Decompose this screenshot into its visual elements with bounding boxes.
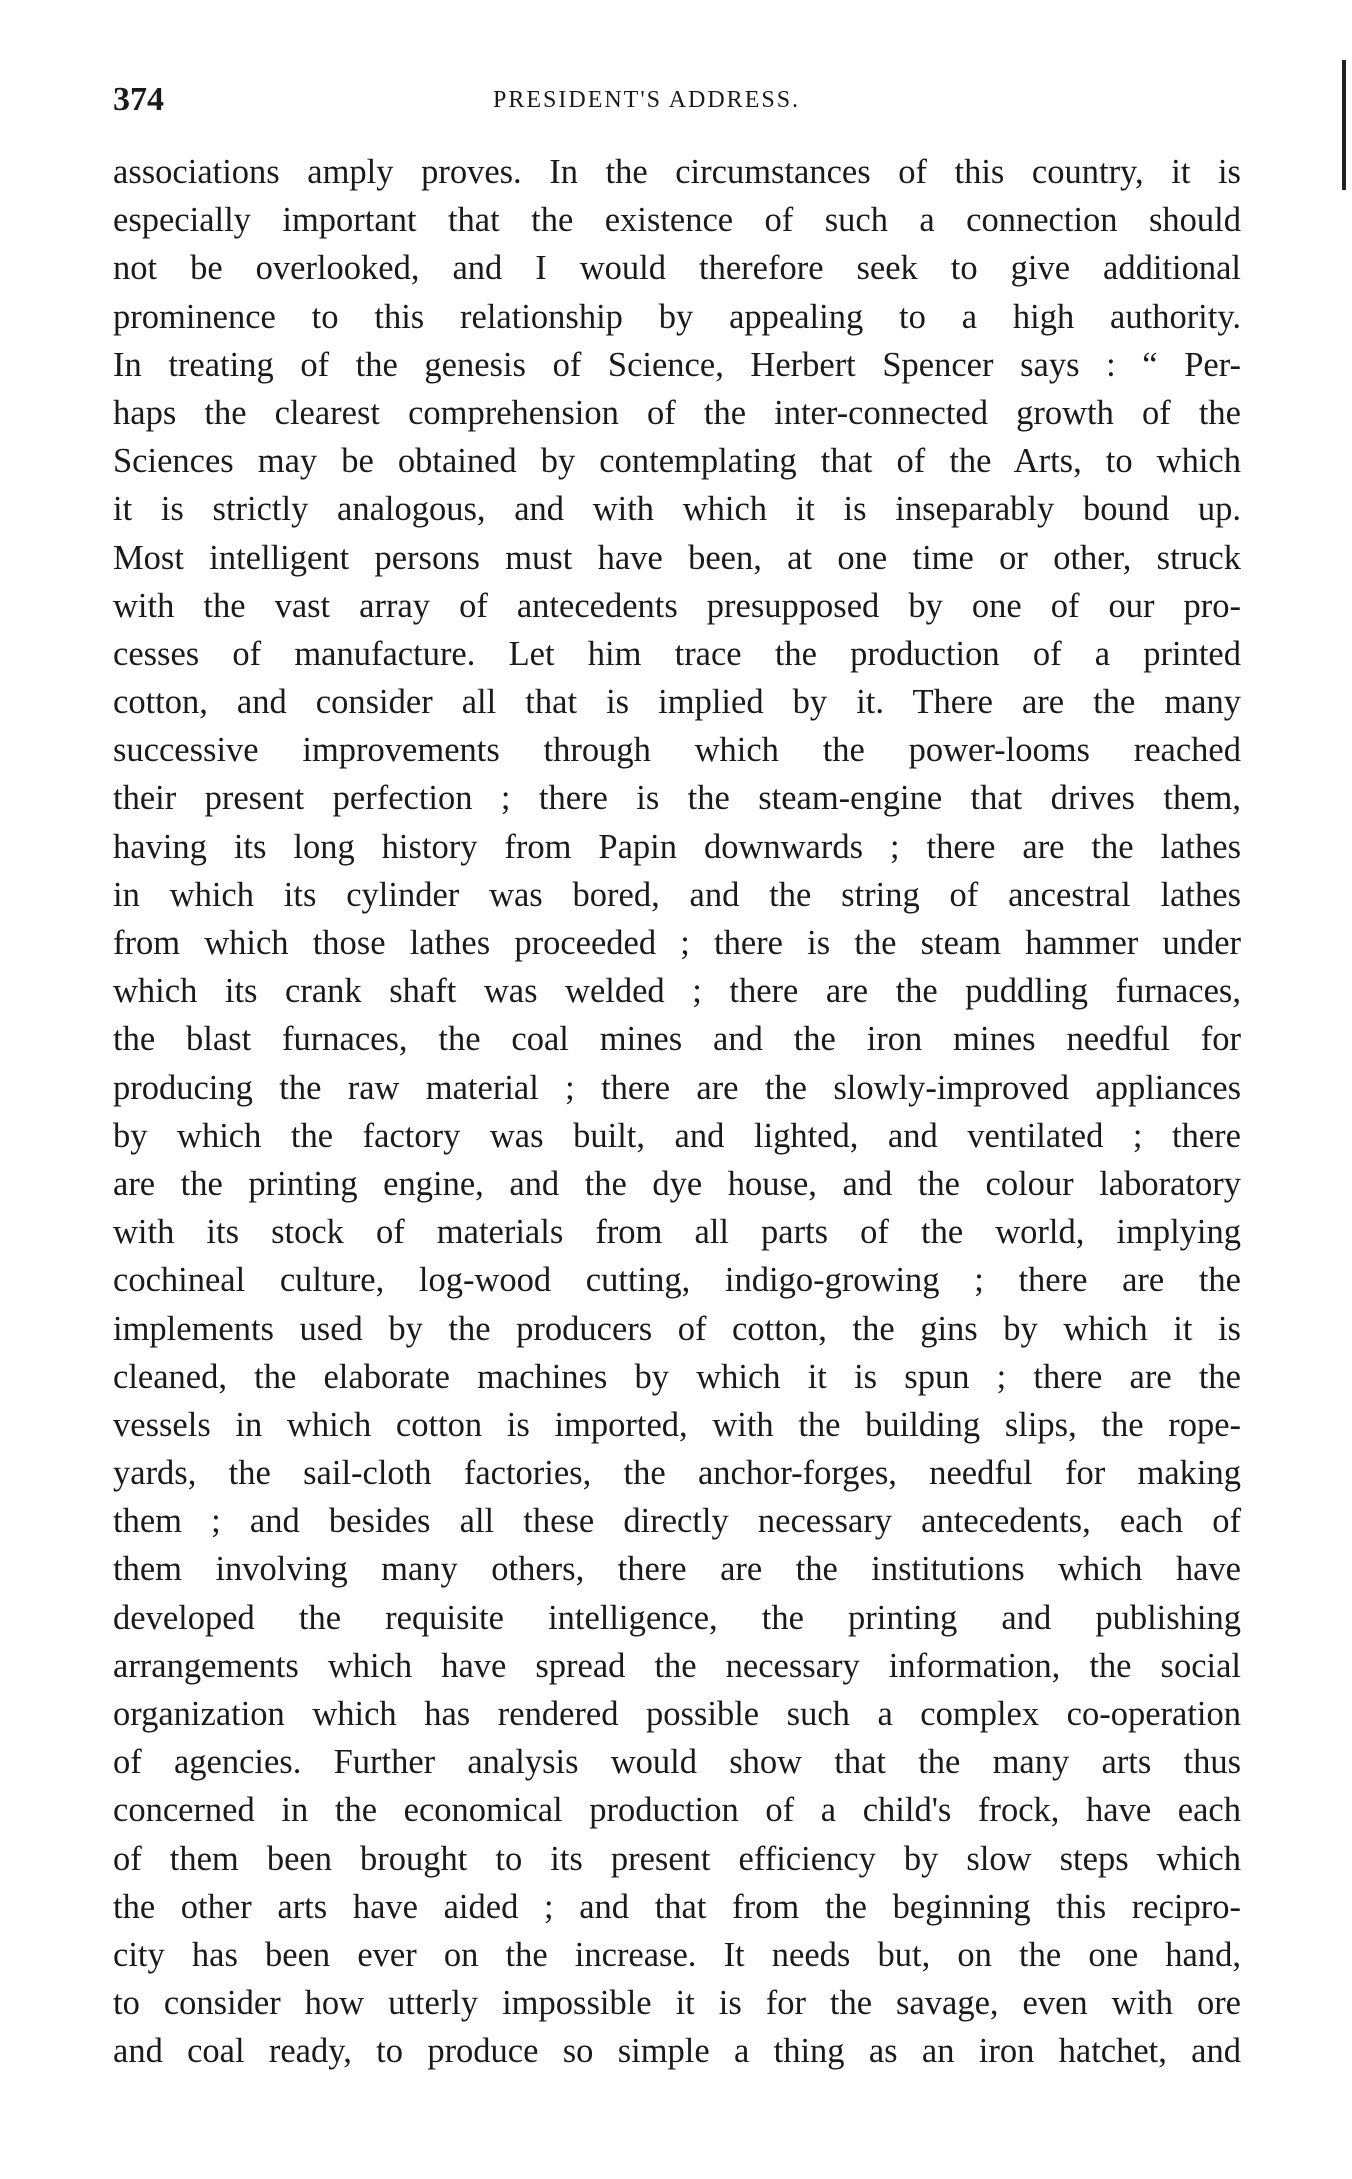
text-line: implements used by the producers of cotton, the gins by which it is (113, 1309, 1241, 1348)
page-number: 374 (113, 81, 164, 118)
text-line: vessels in which cotton is imported, with the building slips, the rope- (113, 1405, 1241, 1444)
text-line: cotton, and consider all that is implied by it. There are the many (113, 683, 1241, 722)
page-header (113, 80, 1243, 120)
text-line: of them been brought to its present efficiency by slow steps which (113, 1839, 1241, 1878)
text-line: arrangements which have spread the necessary information, the social (113, 1646, 1241, 1685)
text-line: yards, the sail-cloth factories, the anchor-forges, needful for making (113, 1454, 1241, 1493)
text-line: them ; and besides all these directly necessary antecedents, each of (113, 1502, 1241, 1541)
text-line: producing the raw material ; there are the slowly-improved appliances (113, 1068, 1241, 1107)
text-line: In treating of the genesis of Science, Herbert Spencer says : “ Per- (113, 345, 1241, 384)
text-line: organization which has rendered possible such a complex co-operation (113, 1695, 1241, 1733)
text-line: haps the clearest comprehension of the inter-connected growth of the (113, 393, 1241, 432)
text-line: associations amply proves. In the circumstances of this country, it is (113, 153, 1241, 191)
text-line: prominence to this relationship by appealing to a high authority. (113, 297, 1241, 336)
text-line: which its crank shaft was welded ; there are the puddling furnaces, (113, 972, 1241, 1011)
text-line: in which its cylinder was bored, and the string of ancestral lathes (113, 875, 1241, 914)
text-line: developed the requisite intelligence, the printing and publishing (113, 1598, 1241, 1637)
text-line: of agencies. Further analysis would show that the many arts thus (113, 1743, 1241, 1782)
running-head: PRESIDENT'S ADDRESS. (493, 87, 801, 113)
text-line: cochineal culture, log-wood cutting, indigo-growing ; there are the (113, 1261, 1241, 1300)
text-line: from which those lathes proceeded ; there is the steam hammer under (113, 924, 1241, 962)
text-line: it is strictly analogous, and with which it is inseparably bound up. (113, 490, 1241, 529)
text-line: with its stock of materials from all parts of the world, implying (113, 1213, 1241, 1252)
text-line: their present perfection ; there is the steam-engine that drives them, (113, 779, 1241, 818)
text-line: the other arts have aided ; and that from the beginning this recipro- (113, 1887, 1241, 1926)
page-edge-mark (1342, 60, 1346, 190)
text-line: especially important that the existence of such a connection should (113, 201, 1241, 240)
text-line: the blast furnaces, the coal mines and the iron mines needful for (113, 1020, 1241, 1059)
text-line: cesses of manufacture. Let him trace the production of a printed (113, 634, 1241, 673)
text-line: by which the factory was built, and lighted, and ventilated ; there (113, 1116, 1241, 1155)
text-line: Sciences may be obtained by contemplating that of the Arts, to which (113, 442, 1241, 481)
body-text (113, 148, 1241, 2076)
text-line: city has been ever on the increase. It needs but, on the one hand, (113, 1935, 1241, 1974)
text-line: concerned in the economical production of a child's frock, have each (113, 1791, 1241, 1830)
text-line: successive improvements through which the power-looms reached (113, 731, 1241, 770)
text-line: them involving many others, there are the institutions which have (113, 1550, 1241, 1589)
text-line: with the vast array of antecedents presupposed by one of our pro- (113, 586, 1241, 625)
text-line: Most intelligent persons must have been, at one time or other, struck (113, 538, 1241, 577)
text-line: having its long history from Papin downwards ; there are the lathes (113, 827, 1241, 866)
text-line: to consider how utterly impossible it is for the savage, even with ore (113, 1984, 1241, 2023)
text-line: cleaned, the elaborate machines by which it is spun ; there are the (113, 1357, 1241, 1396)
text-line: not be overlooked, and I would therefore seek to give additional (113, 249, 1241, 288)
text-line: are the printing engine, and the dye house, and the colour laboratory (113, 1164, 1241, 1203)
text-line: and coal ready, to produce so simple a thing as an iron hatchet, and (113, 2032, 1241, 2071)
